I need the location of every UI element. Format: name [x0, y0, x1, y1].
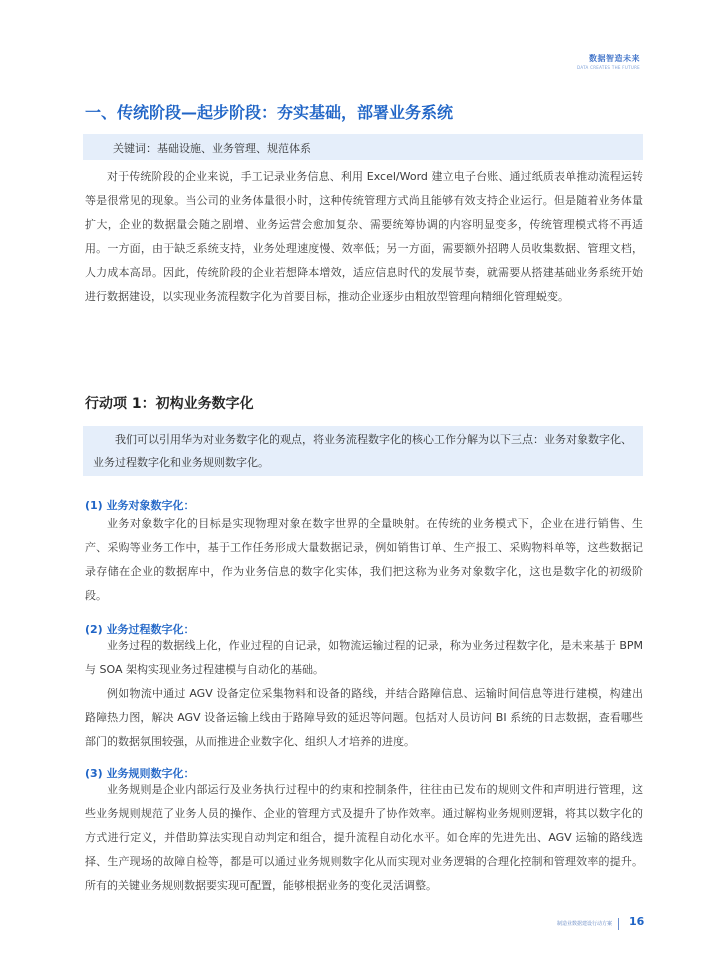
intro-text: 我们可以引用华为对业务数字化的观点，将业务流程数字化的核心工作分解为以下三点：业务对象数字化、业务过程数字化和业务规则数字化。: [93, 433, 632, 469]
item2-paragraph-1: 业务过程的数据线上化，作业过程的自记录，如物流运输过程的记录，称为业务过程数字化，是未来基于 BPM 与 SOA 架构实现业务过程建模与自动化的基础。: [85, 639, 643, 676]
item3-paragraph: 业务规则是企业内部运行及业务执行过程中的约束和控制条件，往往由已发布的规则文件和声明进行管理，这些业务规则规范了业务人员的操作、企业的管理方式及提升了协作效率。通过解构业务规则逻辑，将其以数字化的方式进行定义，并借助算法实现自动判定和组合，提升流程自动化水平。如仓库的先进先出、AGV 运输的路线选择、生产现场的故障自检等，都是可以通过业务规则数字化从而实现对业务逻辑的合理化控制和管理效率的提升。所有的关键业务规则数据要实现可配置，能够根据业务的变化灵活调整。: [85, 783, 643, 892]
item2-paragraph-2: 例如物流中通过 AGV 设备定位采集物料和设备的路线，并结合路障信息、运输时间信息等进行建模，构建出路障热力图，解决 AGV 设备运输上线由于路障导致的延迟等问题。包括对人员访问 BI 系统的日志数据，查看哪些部门的数据氛围较强，从而推进企业数字化、组织人才培养的进度。: [85, 687, 643, 748]
brand-title: 数据智造未来: [589, 54, 640, 63]
footer-doc-title: [557, 920, 612, 927]
item1-heading: (1) 业务对象数字化：: [85, 499, 195, 512]
item1-paragraph: 业务对象数字化的目标是实现物理对象在数字世界的全量映射。在传统的业务模式下，企业在进行销售、生产、采购等业务工作中，基于工作任务形成大量数据记录，例如销售订单、生产报工、采购物料单等，这些数据记录存储在企业的数据库中，作为业务信息的数字化实体，我们把这称为业务对象数字化，这也是数字化的初级阶段。: [85, 517, 643, 602]
item3-heading: (3) 业务规则数字化：: [85, 767, 195, 780]
page-number: 16: [629, 915, 645, 928]
footer-divider: [618, 918, 619, 930]
section-paragraph: 对于传统阶段的企业来说，手工记录业务信息、利用 Excel/Word 建立电子台账、通过纸质表单推动流程运转等是很常见的现象。当公司的业务体量很小时，这种传统管理方式尚且能够有效支持企业运行。但是随着业务体量扩大，企业的数据量会随之剧增、业务运营会愈加复杂、需要统筹协调的内容明显变多，传统管理模式将不再适用。一方面，由于缺乏系统支持，业务处理速度慢、效率低；另一方面，需要额外招聘人员收集数据、管理文档，人力成本高昂。因此，传统阶段的企业若想降本增效，适应信息时代的发展节奏，就需要从搭建基础业务系统开始进行数据建设，以实现业务流程数字化为首要目标，推动企业逐步由粗放型管理向精细化管理蜕变。: [85, 170, 643, 303]
keywords-text: 关键词：基础设施、业务管理、规范体系: [113, 142, 311, 155]
intro-box: [83, 426, 643, 476]
brand-header: [577, 53, 640, 70]
footer-title: 制造业数据建设行动方案: [556, 921, 612, 927]
item2-heading: (2) 业务过程数字化：: [85, 623, 195, 636]
keywords-box: [83, 134, 643, 160]
brand-subtitle: DATA CREATES THE FUTURE: [577, 65, 640, 70]
action-heading: 行动项 1：初构业务数字化: [85, 396, 254, 412]
section-heading: 一、传统阶段—起步阶段：夯实基础，部署业务系统: [85, 103, 454, 122]
